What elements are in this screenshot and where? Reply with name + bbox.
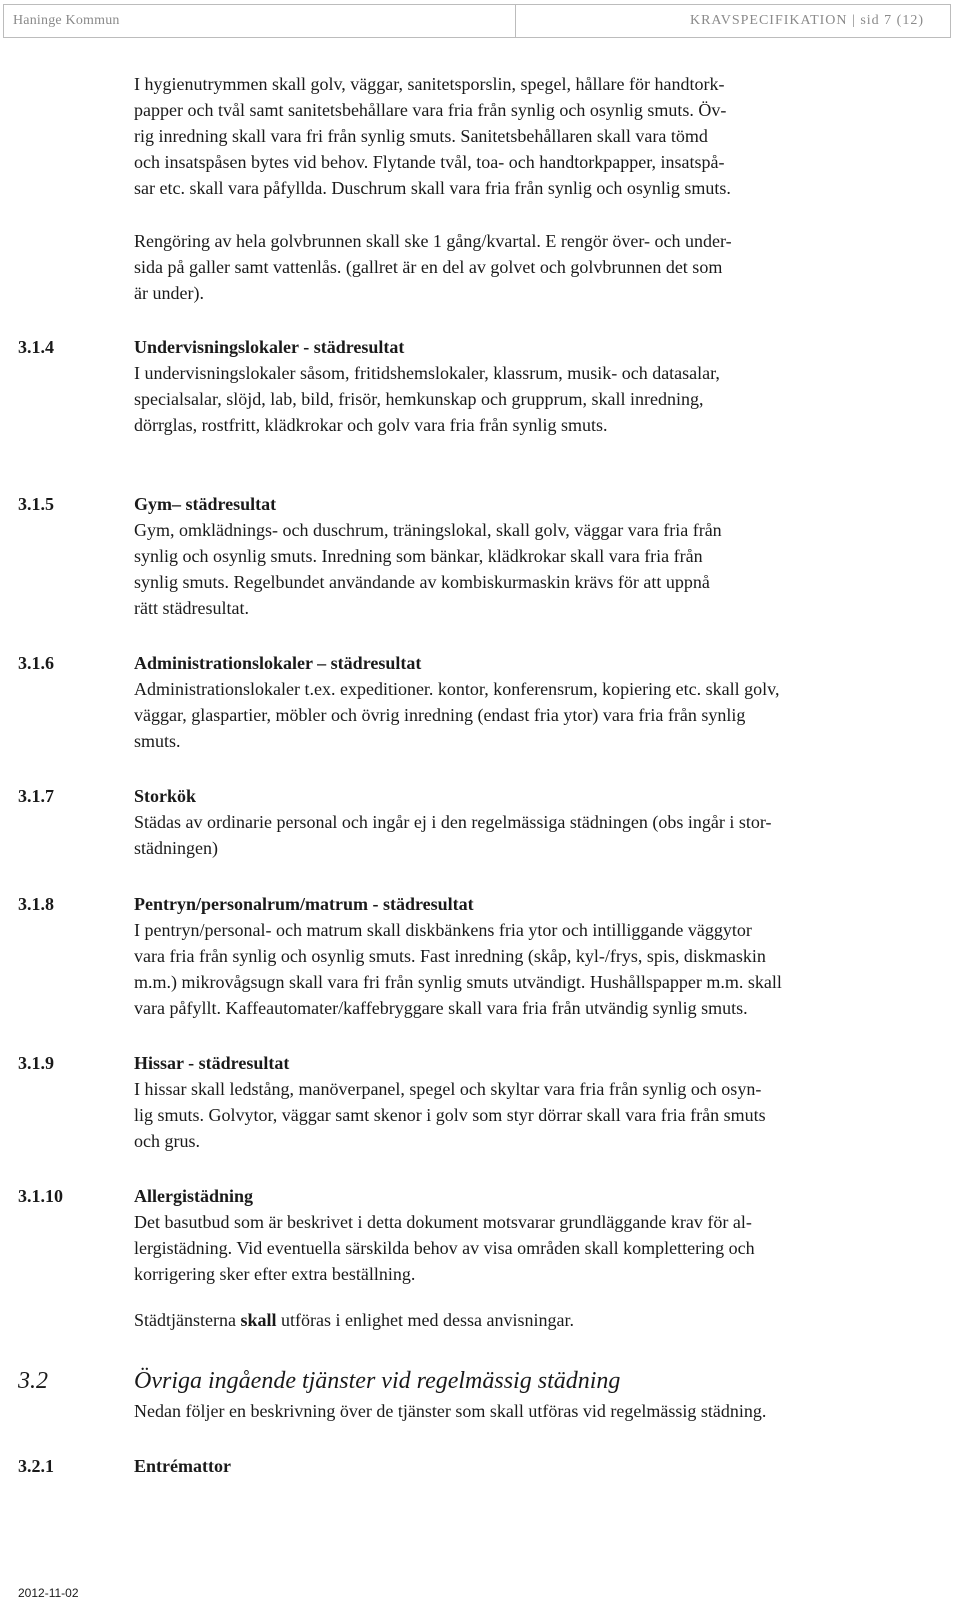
section-paragraph — [134, 1209, 960, 1287]
intro-paragraph-1 — [134, 71, 960, 201]
text-line: Gym, omklädnings- och duschrum, träningslokal, skall golv, väggar vara fria från — [134, 520, 722, 540]
section-heading: Allergistädning — [134, 1186, 254, 1206]
header-document-label: KRAVSPECIFIKATION — [689, 13, 848, 28]
section-3-2-paragraph — [134, 1398, 960, 1424]
section-number: 3.1.9 — [18, 1053, 54, 1073]
text-line: I hygienutrymmen skall golv, väggar, sanitetsporslin, spegel, hållare för handtork- — [134, 74, 725, 94]
footer-date: 2012-11-02 — [18, 1586, 79, 1600]
section-number: 3.1.5 — [18, 494, 54, 514]
text-line: vara påfyllt. Kaffeautomater/kaffebryggare skall vara fria från utvändig synlig smuts. — [134, 998, 748, 1018]
section-number: 3.1.10 — [18, 1186, 63, 1206]
text-line: m.m.) mikrovågsugn skall vara fri från synlig smuts utvändigt. Hushållspapper m.m. skall — [134, 972, 782, 992]
text-line: är under). — [134, 283, 204, 303]
section-number: 3.1.6 — [18, 653, 54, 673]
text-line: I hissar skall ledstång, manöverpanel, spegel och skyltar vara fria från synlig och osyn- — [134, 1079, 762, 1099]
header-page-number: sid 7 — [860, 13, 893, 28]
section-heading: Undervisningslokaler - städresultat — [134, 337, 405, 357]
text-line: Städas av ordinarie personal och ingår ej i den regelmässiga städningen (obs ingår i stor- — [134, 812, 772, 832]
section-paragraph — [134, 917, 960, 1021]
text-line: rig inredning skall vara fri från synlig smuts. Sanitetsbehållaren skall vara tömd — [134, 126, 708, 146]
section-paragraph — [134, 360, 960, 438]
text-line: synlig smuts. Regelbundet användande av kombiskurmaskin krävs för att uppnå — [134, 572, 710, 592]
text-line: och grus. — [134, 1131, 200, 1151]
section-heading: Pentryn/personalrum/matrum - städresultat — [134, 894, 474, 914]
section-number: 3.1.8 — [18, 894, 54, 914]
text-line: Det basutbud som är beskrivet i detta dokument motsvarar grundläggande krav för al- — [134, 1212, 752, 1232]
section-paragraph — [134, 517, 960, 621]
text-line: Rengöring av hela golvbrunnen skall ske 1 gång/kvartal. E rengör över- och under- — [134, 231, 732, 251]
closing-text-before: Städtjänsterna — [134, 1310, 241, 1330]
header-page-info — [690, 13, 924, 29]
text-line: sida på galler samt vattenlås. (gallret är en del av golvet och golvbrunnen det som — [134, 257, 723, 277]
section-number-3-2: 3.2 — [18, 1368, 48, 1394]
text-line: lig smuts. Golvytor, väggar samt skenor i golv som styr dörrar skall vara fria från smuts — [134, 1105, 766, 1125]
header-separator: | — [852, 13, 856, 28]
closing-emphasis: skall — [240, 1310, 277, 1330]
text-line: I pentryn/personal- och matrum skall diskbänkens fria ytor och intilliggande väggytor — [134, 920, 752, 940]
text-line: I undervisningslokaler såsom, fritidshemslokaler, klassrum, musik- och datasalar, — [134, 363, 720, 383]
text-line: sar etc. skall vara påfyllda. Duschrum skall vara fria från synlig och osynlig smuts. — [134, 178, 731, 198]
text-line: och insatspåsen bytes vid behov. Flytande tvål, toa- och handtorkpapper, insatspå- — [134, 152, 725, 172]
text-line: smuts. — [134, 731, 181, 751]
text-line: Administrationslokaler t.ex. expeditioner. kontor, konferensrum, kopiering etc. skall golv, — [134, 679, 780, 699]
closing-paragraph — [134, 1307, 960, 1333]
section-heading-3-2: Övriga ingående tjänster vid regelmässig städning — [134, 1368, 621, 1394]
text-line: Nedan följer en beskrivning över de tjänster som skall utföras vid regelmässig städning. — [134, 1401, 767, 1421]
section-heading: Hissar - städresultat — [134, 1053, 290, 1073]
section-heading: Administrationslokaler – städresultat — [134, 653, 422, 673]
text-line: dörrglas, rostfritt, klädkrokar och golv vara fria från synlig smuts. — [134, 415, 608, 435]
header-left-cell — [4, 5, 516, 37]
section-paragraph — [134, 1076, 960, 1154]
section-number-3-2-1: 3.2.1 — [18, 1456, 54, 1476]
text-line: papper och tvål samt sanitetsbehållare vara fria från synlig och osynlig smuts. Öv- — [134, 100, 727, 120]
header-total-pages: (12) — [896, 13, 924, 28]
text-line: korrigering sker efter extra beställning. — [134, 1264, 416, 1284]
section-number: 3.1.7 — [18, 786, 54, 806]
text-line: rätt städresultat. — [134, 598, 249, 618]
text-line: specialsalar, slöjd, lab, bild, frisör, hemkunskap och grupprum, skall inredning, — [134, 389, 704, 409]
section-paragraph — [134, 809, 960, 861]
section-heading-3-2-1: Entrémattor — [134, 1456, 231, 1476]
text-line: synlig och osynlig smuts. Inredning som bänkar, klädkrokar skall vara fria från — [134, 546, 703, 566]
page-header — [3, 4, 951, 38]
text-line: städningen) — [134, 838, 218, 858]
text-line: lergistädning. Vid eventuella särskilda behov av visa områden skall komplettering och — [134, 1238, 755, 1258]
section-heading: Storkök — [134, 786, 197, 806]
closing-text-after: utföras i enlighet med dessa anvisningar. — [276, 1310, 574, 1330]
section-number: 3.1.4 — [18, 337, 54, 357]
section-heading: Gym– städresultat — [134, 494, 277, 514]
text-line: vara fria från synlig och osynlig smuts. Fast inredning (skåp, kyl-/frys, spis, diskmaskin — [134, 946, 766, 966]
text-line: väggar, glaspartier, möbler och övrig inredning (endast fria ytor) vara fria från synlig — [134, 705, 746, 725]
header-organization: Haninge Kommun — [13, 13, 120, 28]
section-paragraph — [134, 676, 960, 754]
intro-paragraph-2 — [134, 228, 960, 306]
